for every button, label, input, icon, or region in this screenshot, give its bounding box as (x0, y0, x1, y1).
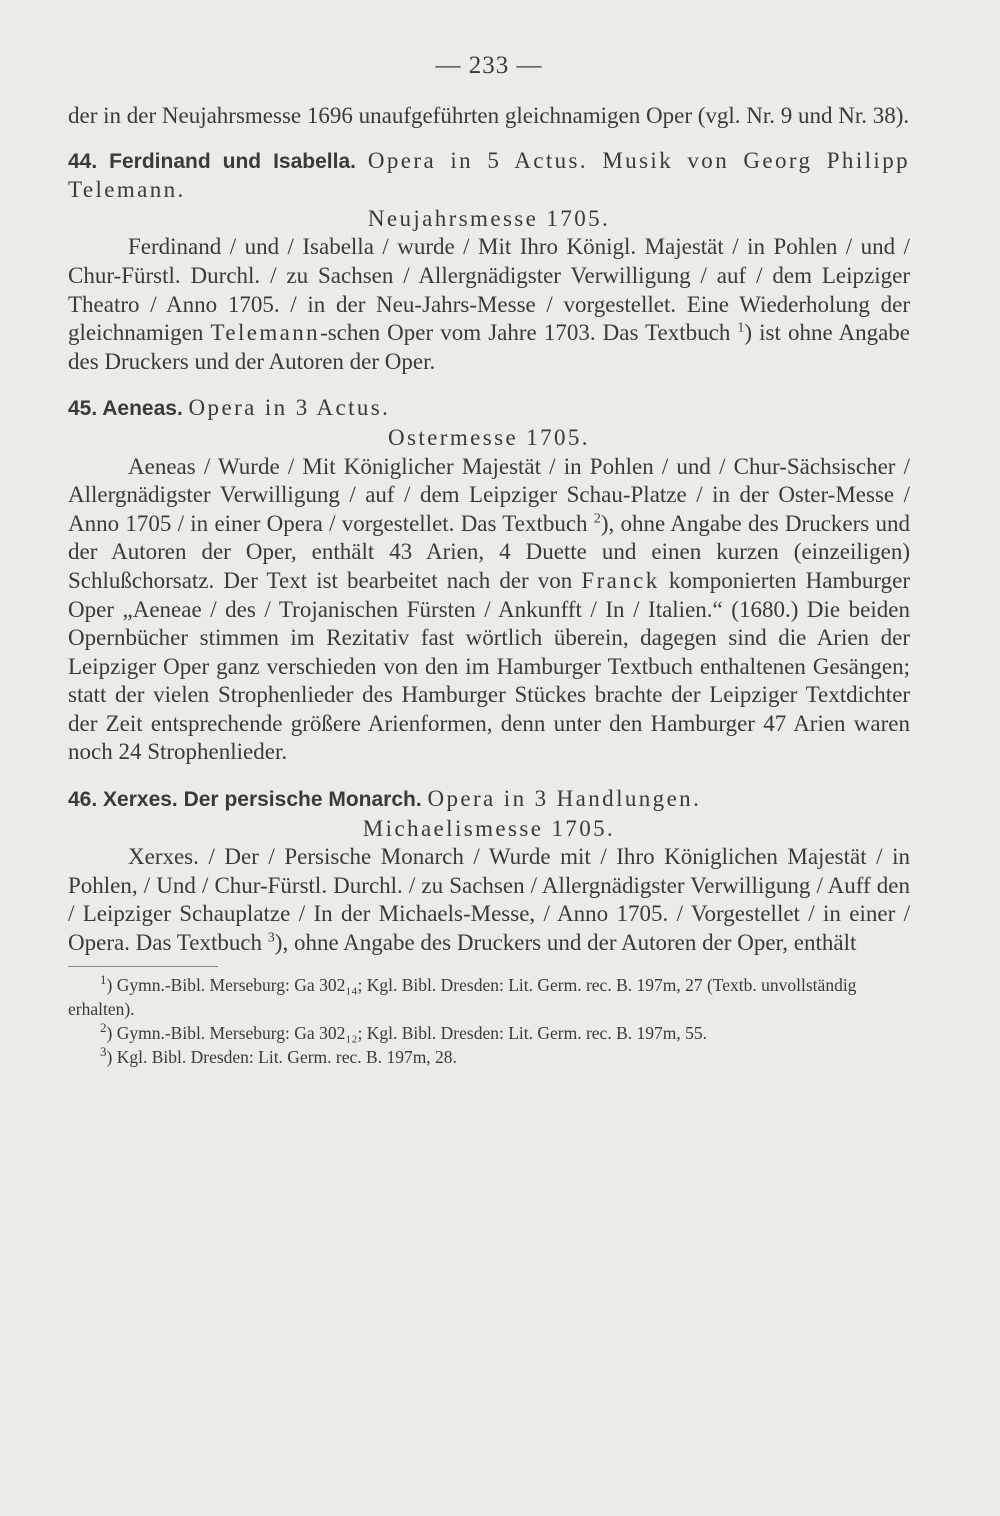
entry-46-title: 46. Xerxes. Der persische Monarch. (68, 788, 422, 812)
footnote-1 (68, 973, 910, 1021)
entry-45-heading (68, 394, 910, 424)
footnote-1-mark: 1 (100, 971, 107, 987)
entry-45-body-a: Aeneas / Wurde / Mit Königlicher Majestät / in Pohlen / und / Chur-Sächsischer / Allergnädigster Verwilligung / auf / dem Leipziger Schau-Platze / in der Oster-Messe / Anno 1705 / in einer Opera / vorgestellet. Das Textbuch (68, 453, 910, 536)
entry-46-fair: Michaelismesse 1705. (362, 815, 616, 841)
entry-44-title: 44. Ferdinand und Isabella. (68, 149, 356, 173)
entry-44-body: Ferdinand / und / Isabella / wurde / Mit Ihro Königl. Majestät / in Pohlen / und / Chur-Fürstl. Durchl. / zu Sachsen / Allergnädigster Verwilligung / auf / dem Leipziger Theatro / Anno 1705. / in der Neu-Jahrs-Messe / vorgestellet. Eine Wiederholung der gleichnamigen Telemann-schen Oper vom Jahre 1703. Das Textbuch $^1$) ist ohne Angabe des Druckers und der Autoren der Oper. (68, 234, 911, 374)
entry-46-heading (68, 785, 910, 815)
entry-45-genre: Opera in 3 Actus. (188, 395, 391, 421)
entry-44-fair: Neujahrsmesse 1705. (367, 205, 611, 231)
footnote-1-text: ) Gymn.-Bibl. Merseburg: Ga 302₁₄; Kgl. Bibl. Dresden: Lit. Germ. rec. B. 197m, 27 (Textb. unvollständig erhalten). (68, 974, 857, 1019)
entry-44-footnote-ref: 1 (737, 320, 745, 336)
entry-46-body-a: Xerxes. / Der / Persische Monarch / Wurde mit / Ihro Königlichen Majestät / in Pohlen, / Und / Chur-Fürstl. Durchl. / zu Sachsen / Allergnädigster Verwilligung / Auff den / Leipziger Schauplatze / In der Michaels-Messe, / Anno 1705. / Vorgestellet / in einer / Opera. Das Textbuch (68, 844, 910, 956)
entry-46-genre: Opera in 3 Handlungen. (427, 786, 702, 812)
entry-44-body-a: Ferdinand / und / Isabella / wurde / Mit Ihro Königl. Majestät / in Pohlen / und / Chur-Fürstl. Durchl. / zu Sachsen / Allergnädigster Verwilligung / auf / dem Leipziger Theatro / Anno 1705. / in der Neu-Jahrs-Messe / vorgestellet. Eine Wiederholung der gleichnamigen (68, 234, 910, 346)
entry-44-genre: Opera in 5 Actus. Musik von Georg Philipp Telemann. (68, 147, 911, 203)
entry-45-title: 45. Aeneas. (68, 397, 183, 421)
entry-45-body (68, 453, 910, 768)
entry-45-footnote-ref: 2 (593, 511, 601, 527)
entry-44-heading (68, 147, 910, 205)
entry-44-body-c: ) ist ohne Angabe des Druckers und der Autoren der Oper. (68, 320, 911, 374)
entry-45-body-c: komponierten Hamburger Oper „Aeneae / des / Trojanischen Fürsten / Ankunfft / In / Italien.“ (1680.) Die beiden Opernbücher stimmen im Rezitativ fast wörtlich überein, dagegen sind die Arien der Leipziger Oper ganz verschieden von den im Hamburger Textbuch enthaltenen Gesängen; statt der vielen Strophenlieder des Hamburger Stückes brachte der Leipziger Textdichter der Zeit entsprechende größere Arienformen, denn unter den Hamburger 47 Arien waren noch 24 Strophenlieder. (68, 567, 910, 765)
footnote-divider (68, 966, 218, 967)
footnote-3 (68, 1045, 910, 1069)
entry-46-body (68, 843, 910, 957)
entry-45-body-b: ), ohne Angabe des Druckers und der Autoren der Oper, enthält 43 Arien, 4 Duette und einen kurzen (einzeiligen) Schlußchorsatz. Der Text ist bearbeitet nach der von (68, 510, 910, 593)
footnote-2-mark: 2 (100, 1019, 107, 1035)
footnote-3-mark: 3 (100, 1043, 107, 1059)
footnote-3-text: ) Kgl. Bibl. Dresden: Lit. Germ. rec. B. 197m, 28. (106, 1046, 457, 1067)
entry-46-footnote-ref: 3 (267, 930, 275, 946)
entry-44-composer: Telemann (210, 320, 321, 346)
entry-44-body-b: schen Oper vom Jahre 1703. Das Textbuch (327, 320, 731, 346)
footnote-2-text: ) Gymn.-Bibl. Merseburg: Ga 302₁₂; Kgl. Bibl. Dresden: Lit. Germ. rec. B. 197m, 55. (106, 1022, 707, 1043)
entry-45-composer: Franck (581, 567, 660, 593)
page-number: — 233 — (435, 52, 543, 79)
document-page (68, 52, 910, 1069)
footnote-2 (68, 1021, 910, 1045)
entry-46-body-b: ), ohne Angabe des Druckers und der Autoren der Oper, enthält (274, 930, 857, 956)
entry-45-fair: Ostermesse 1705. (388, 424, 590, 450)
intro-paragraph: der in der Neujahrsmesse 1696 unaufgeführten gleichnamigen Oper (vgl. Nr. 9 und Nr. 38). (68, 103, 910, 128)
